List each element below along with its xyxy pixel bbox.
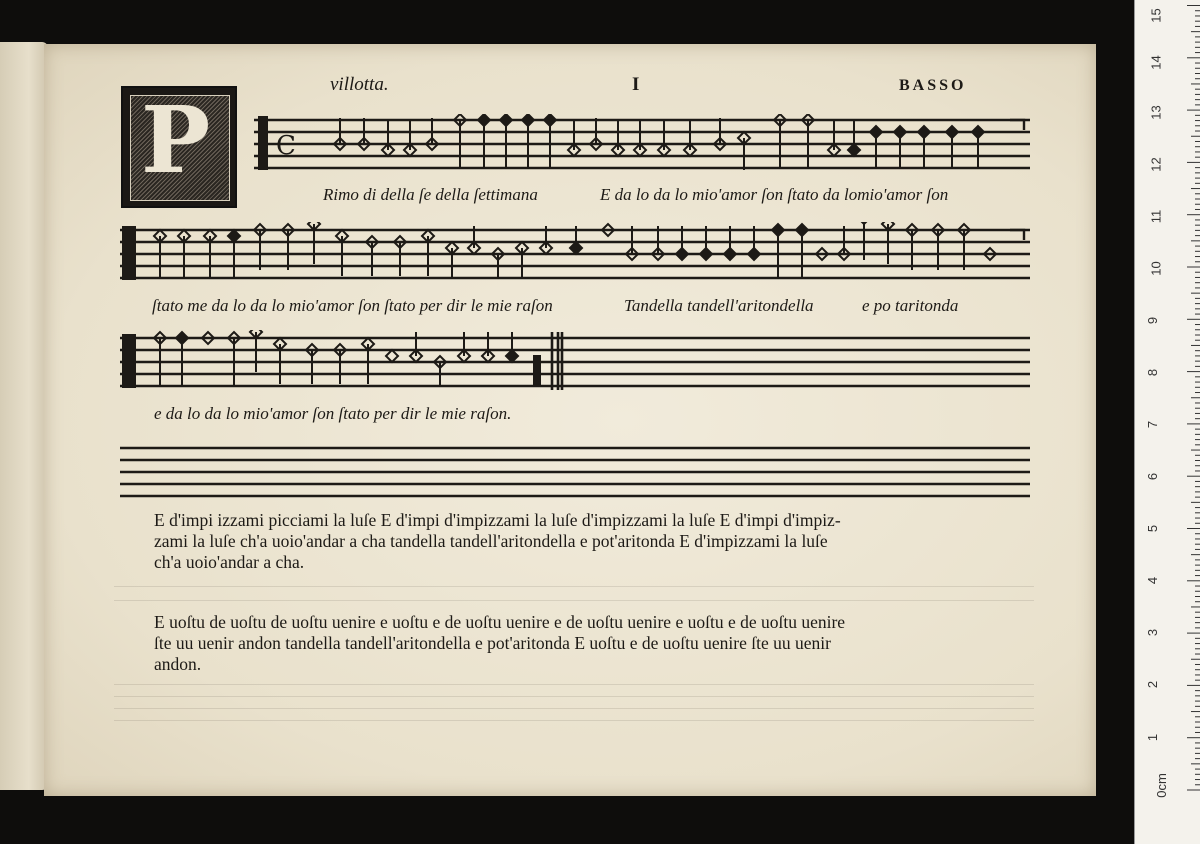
lyric-line-3a: e da lo da lo mio'amor ſon ſtato per dir le mie raſon. [154, 404, 512, 423]
ruler-label: 10 [1148, 261, 1164, 276]
verse-2-line-2: ſte uu uenir andon tandella tandell'aritondella e pot'aritonda E uoſtu e de uoſtu uenire ſte uu uenir [154, 633, 831, 653]
ruler-label: 5 [1145, 524, 1161, 533]
voice-part-label: BASSO [899, 77, 967, 94]
ruler-label: 11 [1148, 209, 1164, 224]
svg-text:C: C [276, 131, 296, 161]
music-staff-1 [254, 114, 1030, 174]
verse-1 [154, 510, 841, 573]
music-staff-4-empty [120, 444, 1030, 504]
ruler-label: 8 [1145, 368, 1161, 377]
verse-1-line-3: ch'a uoio'andar a cha. [154, 552, 305, 572]
facing-page-edge [0, 42, 48, 790]
show-through-line [114, 586, 1034, 587]
ruler-label: 7 [1145, 420, 1161, 429]
ruler-label: 15 [1148, 8, 1164, 23]
show-through-line [114, 696, 1034, 697]
ruler-label: 6 [1145, 472, 1161, 481]
ruler-label: 9 [1145, 316, 1161, 325]
page-number: I [632, 74, 640, 95]
ruler-label: 14 [1148, 55, 1164, 70]
show-through-line [114, 684, 1034, 685]
lyric-line-2a: ſtato me da lo da lo mio'amor ſon ſtato per dir le mie raſon [152, 296, 553, 315]
ruler-label: 1 [1145, 733, 1161, 742]
lyric-line-1b: E da lo da lo mio'amor ſon ſtato da lomio'amor ſon [600, 185, 949, 204]
lyric-line-2b: Tandella tandell'aritondella [624, 296, 814, 315]
ruler-label: 3 [1145, 628, 1161, 637]
show-through-line [114, 708, 1034, 709]
page-title: villotta. [330, 74, 389, 95]
book-page [44, 44, 1096, 796]
initial-letter-p: P [141, 86, 211, 194]
verse-2-line-3: andon. [154, 654, 202, 674]
ruler-label: 2 [1145, 680, 1161, 689]
measuring-ruler [1134, 0, 1200, 844]
verse-1-line-2: zami la luſe ch'a uoio'andar a cha tandella tandell'aritondella e pot'aritonda E d'impizzami la luſe [154, 531, 828, 551]
verse-1-line-1: E d'impi izzami picciami la luſe E d'impi d'impizzami la luſe d'impizzami la luſe E d'impi d'impiz- [154, 510, 841, 530]
decorated-initial [121, 86, 237, 208]
lyric-line-1a: Rimo di della ſe della ſettimana [323, 185, 538, 204]
ruler-label: 12 [1148, 157, 1164, 172]
ruler-label: 13 [1148, 105, 1164, 120]
verse-2-line-1: E uoſtu de uoſtu de uoſtu uenire e uoſtu e de uoſtu uenire e de uoſtu uenire e uoſtu e de uoſtu uenire [154, 612, 846, 632]
verse-2 [154, 612, 845, 675]
ruler-label: 4 [1145, 576, 1161, 585]
music-staff-3 [120, 330, 1030, 392]
lyric-line-2c: e po taritonda [862, 296, 959, 315]
show-through-line [114, 720, 1034, 721]
show-through-line [114, 600, 1034, 601]
music-staff-2 [120, 222, 1030, 284]
ruler-unit-label: 0cm [1153, 773, 1169, 798]
